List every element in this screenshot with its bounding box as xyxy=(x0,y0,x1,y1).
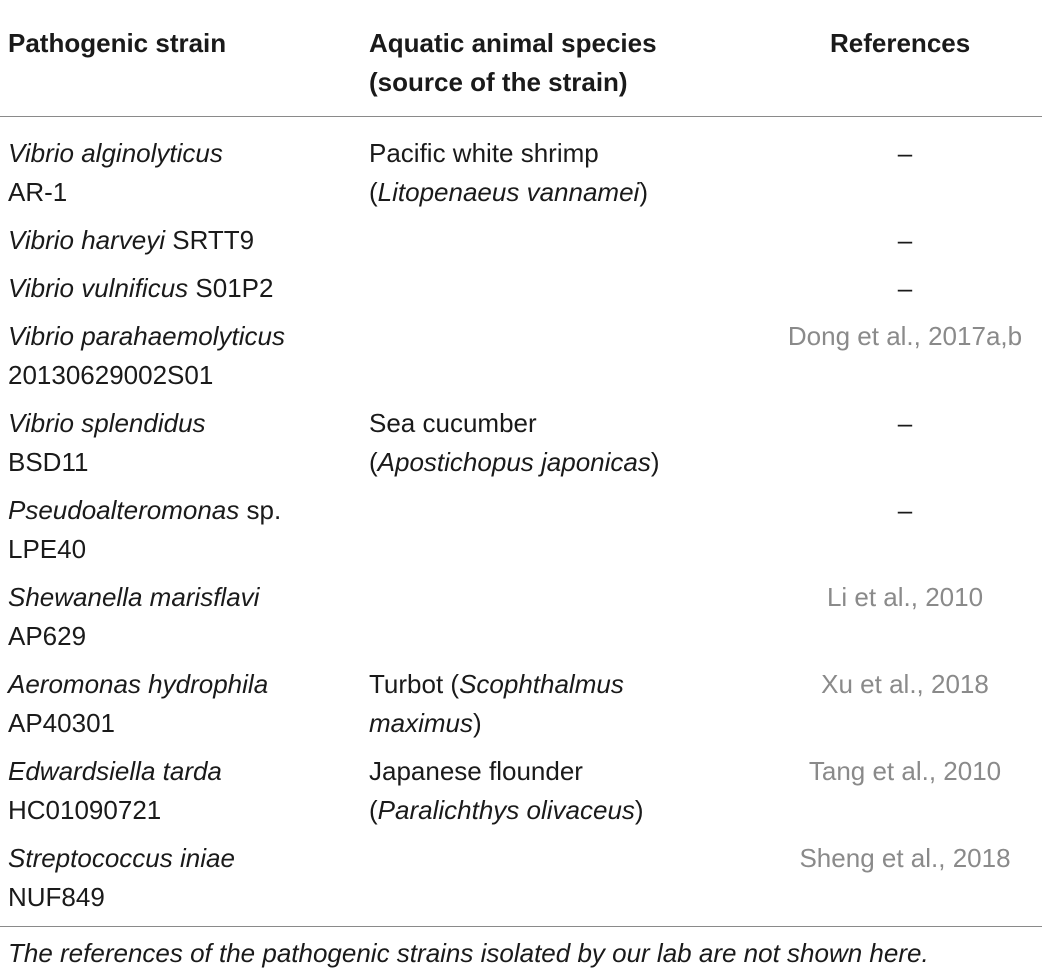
header-aquatic-species-line2: (source of the strain) xyxy=(369,67,628,97)
table-row xyxy=(0,578,1042,665)
reference-cell: – xyxy=(897,225,913,255)
table-row xyxy=(0,269,1042,317)
table-row xyxy=(0,491,1042,578)
strain-suffix: sp. xyxy=(239,495,282,525)
strain-id: 20130629002S01 xyxy=(8,360,214,390)
header-references: References xyxy=(830,28,971,58)
species-scientific-name: Paralichthys olivaceus xyxy=(377,795,635,825)
strain-name: Vibrio parahaemolyticus xyxy=(8,321,285,351)
species-common-name: Japanese flounder xyxy=(369,756,583,786)
species-common-name: Turbot ( xyxy=(369,669,460,699)
strain-name: Aeromonas hydrophila xyxy=(8,669,269,699)
species-cell xyxy=(369,752,769,830)
strain-id: HC01090721 xyxy=(8,795,162,825)
reference-cell: Dong et al., 2017a,b xyxy=(787,321,1023,351)
reference-cell: – xyxy=(897,138,913,168)
species-common-name: Sea cucumber xyxy=(369,408,537,438)
table-row xyxy=(0,839,1042,926)
reference-cell: Xu et al., 2018 xyxy=(821,669,989,699)
table-footnote: The references of the pathogenic strains isolated by our lab are not shown here. xyxy=(0,926,1042,973)
reference-cell: – xyxy=(897,408,913,438)
reference-cell: Tang et al., 2010 xyxy=(808,756,1002,786)
species-scientific-name-part1: Scophthalmus xyxy=(459,669,624,699)
species-scientific-name-part2: maximus xyxy=(369,708,474,738)
table-row xyxy=(0,134,1042,221)
strain-cell xyxy=(8,317,363,395)
table-row xyxy=(0,221,1042,269)
strain-id: AP629 xyxy=(8,621,87,651)
strain-cell xyxy=(8,221,363,260)
strain-id: S01P2 xyxy=(188,273,274,303)
paren-close: ) xyxy=(650,447,660,477)
strain-cell xyxy=(8,752,363,830)
strain-cell xyxy=(8,665,363,743)
strain-id: AR-1 xyxy=(8,177,68,207)
paren-open: ( xyxy=(369,177,378,207)
paren-open: ( xyxy=(369,795,378,825)
strain-name: Vibrio splendidus xyxy=(8,408,206,438)
strain-name: Vibrio vulnificus xyxy=(8,273,189,303)
species-cell xyxy=(369,665,769,743)
strain-name: Vibrio harveyi xyxy=(8,225,166,255)
strain-cell xyxy=(8,578,363,656)
table-row xyxy=(0,404,1042,491)
species-common-name: Pacific white shrimp xyxy=(369,138,599,168)
strain-name: Pseudoalteromonas xyxy=(8,495,240,525)
species-scientific-name: Apostichopus japonicas xyxy=(377,447,651,477)
species-cell xyxy=(369,134,769,212)
header-aquatic-species xyxy=(369,24,657,102)
strain-id: BSD11 xyxy=(8,447,89,477)
strain-name: Streptococcus iniae xyxy=(8,843,235,873)
strain-id: AP40301 xyxy=(8,708,115,738)
table-row xyxy=(0,317,1042,404)
table-header xyxy=(0,0,1042,117)
reference-cell: – xyxy=(897,273,913,303)
strain-id: LPE40 xyxy=(8,534,87,564)
strain-cell xyxy=(8,404,363,482)
species-scientific-name: Litopenaeus vannamei xyxy=(377,177,640,207)
table-row xyxy=(0,752,1042,839)
header-aquatic-species-line1: Aquatic animal species xyxy=(369,28,657,58)
table-body xyxy=(0,117,1042,926)
paren-close: ) xyxy=(634,795,644,825)
paren-close: ) xyxy=(639,177,648,207)
strain-cell xyxy=(8,134,363,212)
strain-id: SRTT9 xyxy=(165,225,255,255)
strain-cell xyxy=(8,269,363,308)
strain-id: NUF849 xyxy=(8,882,105,912)
header-pathogenic-strain: Pathogenic strain xyxy=(8,28,227,58)
strain-cell xyxy=(8,491,363,569)
reference-cell: Li et al., 2010 xyxy=(826,582,984,612)
species-cell xyxy=(369,404,769,482)
reference-cell: – xyxy=(897,495,913,525)
reference-cell: Sheng et al., 2018 xyxy=(799,843,1011,873)
strain-name: Shewanella marisflavi xyxy=(8,582,260,612)
paren-open: ( xyxy=(369,447,378,477)
strain-cell xyxy=(8,839,363,917)
strain-name: Edwardsiella tarda xyxy=(8,756,222,786)
strain-name: Vibrio alginolyticus xyxy=(8,138,223,168)
paren-close: ) xyxy=(473,708,482,738)
table-row xyxy=(0,665,1042,752)
